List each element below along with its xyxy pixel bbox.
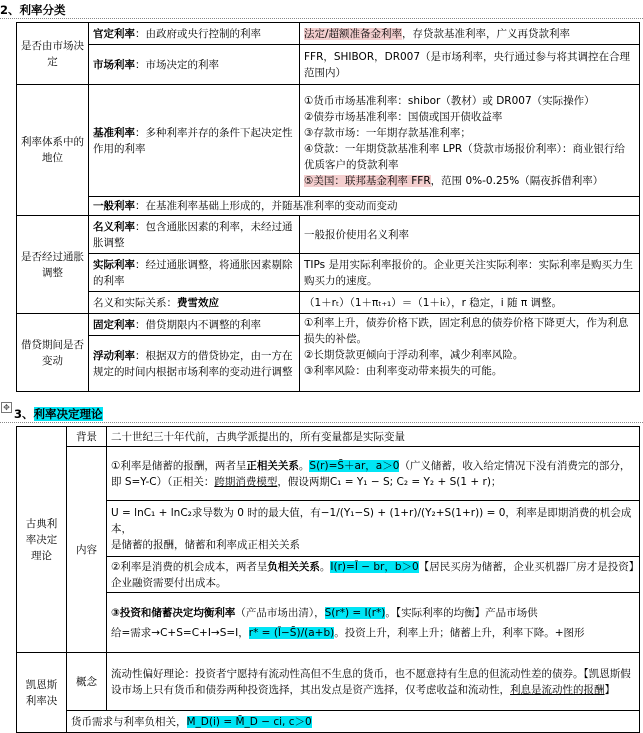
category-cell: 古典利率决定理论 xyxy=(17,427,67,653)
term-cell: 名义利率：包含通胀因素的利率，未经过通胀调整 xyxy=(89,216,300,254)
detail-cell: 货币需求与利率负相关，M_D(i) = M̄_D − ci, c＞0 xyxy=(67,711,640,733)
term-cell: 一般利率：在基准利率基础上形成的，并随基准利率的变动而变动 xyxy=(89,197,640,216)
table-row xyxy=(17,85,640,197)
category-cell: 借贷期间是否变动 xyxy=(17,314,89,392)
detail-cell: ①利率上升，债券价格下跌，固定利息的债券价格下降更大，作为利息损失的补偿。 ②长期贷款更倾向于浮动利率，减少利率风险。 ③利率风险：由利率变动带来损失的可能。 xyxy=(300,314,640,392)
table-row xyxy=(17,593,640,653)
detail-cell: 法定/超额准备金利率，存贷款基准利率，广义再贷款利率 xyxy=(300,23,640,45)
detail-cell: ①货币市场基准利率：shibor（教材）或 DR007（实际操作） ②债券市场基准利率：国债或国开债收益率 ③存款市场：一年期存款基准利率； ④贷款：一年期贷款基准利率 LPR（贷款市场报价利率）：商业银行给优质客户的贷款利率 ⑤美国：联邦基金利率 FFR，范围 0%-0.25%（隔夜拆借利率） xyxy=(300,85,640,197)
table-row xyxy=(17,314,640,336)
move-handle-icon[interactable]: ✥ xyxy=(1,402,12,413)
category-cell: 凯恩斯利率决 xyxy=(17,653,67,733)
detail-cell: ①利率是储蓄的报酬，两者呈正相关关系。S(r)=S̄＋ar，a＞0（广义储蓄，收入给定情况下没有消费完的部分，即 S=Y-C）（正相关：跨期消费模型，假设两期C₁ = Y₁ − S; C₂ = Y₂ + S(1 + r)； xyxy=(107,447,640,501)
table-row xyxy=(17,501,640,557)
term-cell: 名义和实际关系：费雪效应 xyxy=(89,292,300,314)
table-row xyxy=(17,447,640,501)
detail-cell: U = lnC₁ + lnC₂求导数为 0 时的最大值，有−1/(Y₁−S) + (1+r)/(Y₂+S(1+r)) = 0，利率是即期消费的机会成本， 是储蓄的报酬，储蓄和利率成正相关关系 xyxy=(107,501,640,557)
table-row xyxy=(17,557,640,593)
detail-cell: FFR，SHIBOR，DR007（是市场利率，央行通过参与将其调控在合理范围内） xyxy=(300,45,640,85)
table-row xyxy=(17,427,640,447)
detail-cell: ②利率是消费的机会成本，两者呈负相关关系。I(r)=Ī − br，b＞0【居民买房为储蓄，企业买机器厂房才是投资】企业融资需要付出成本。 xyxy=(107,557,640,593)
category-cell: 利率体系中的地位 xyxy=(17,85,89,216)
detail-cell: TIPs 是用实际利率报价的。企业更关注实际利率：实际利率是购买力生购买力的速度。 xyxy=(300,254,640,292)
table-row xyxy=(17,292,640,314)
divider xyxy=(0,422,643,423)
detail-cell: 二十世纪三十年代前，古典学派提出的，所有变量都是实际变量 xyxy=(107,427,640,447)
rate-classification-table xyxy=(16,22,640,392)
term-cell: 官定利率：由政府或央行控制的利率 xyxy=(89,23,300,45)
section-heading-2: 3、利率决定理论 xyxy=(14,407,103,421)
table-row xyxy=(17,254,640,292)
divider xyxy=(0,18,643,19)
rate-theory-table xyxy=(16,426,640,733)
label-cell: 内容 xyxy=(67,447,107,653)
category-cell: 是否经过通胀调整 xyxy=(17,216,89,314)
term-cell: 市场利率：市场决定的利率 xyxy=(89,45,300,85)
table-row xyxy=(17,197,640,216)
detail-cell: 流动性偏好理论：投资者宁愿持有流动性高但不生息的货币，也不愿意持有生息的但流动性差的债券。【凯恩斯假设市场上只有货币和债券两种投资选择，其出发点是资产选择，仅考虑收益和流动性，利息是流动性的报酬】 xyxy=(107,653,640,711)
table-row xyxy=(17,653,640,711)
table-row xyxy=(17,23,640,45)
section-heading-1: 2、利率分类 xyxy=(0,3,66,17)
label-cell: 概念 xyxy=(67,653,107,711)
table-row xyxy=(17,45,640,85)
category-cell: 是否由市场决定 xyxy=(17,23,89,85)
term-cell: 浮动利率：根据双方的借贷协定，由一方在规定的时间内根据市场利率的变动进行调整 xyxy=(89,336,300,392)
table-row xyxy=(17,216,640,254)
detail-cell: 一般报价使用名义利率 xyxy=(300,216,640,254)
term-cell: 基准利率：多种利率并存的条件下起决定性作用的利率 xyxy=(89,85,300,197)
detail-cell: ③投资和储蓄决定均衡利率（产品市场出清），S(r*) = I(r*)。【实际利率的均衡】产品市场供 给=需求→C+S=C+I→S=I，r* = (Ī−S̄)/(a+b)。投资上升，利率上升；储蓄上升，利率下降。+图形 xyxy=(107,593,640,653)
detail-cell: （1＋rₜ）（1＋πₜ₊₁）＝（1＋iₜ），r 稳定，i 随 π 调整。 xyxy=(300,292,640,314)
table-row xyxy=(17,711,640,733)
label-cell: 背景 xyxy=(67,427,107,447)
term-cell: 实际利率：经过通胀调整，将通胀因素剔除的利率 xyxy=(89,254,300,292)
term-cell: 固定利率：借贷期限内不调整的利率 xyxy=(89,314,300,336)
